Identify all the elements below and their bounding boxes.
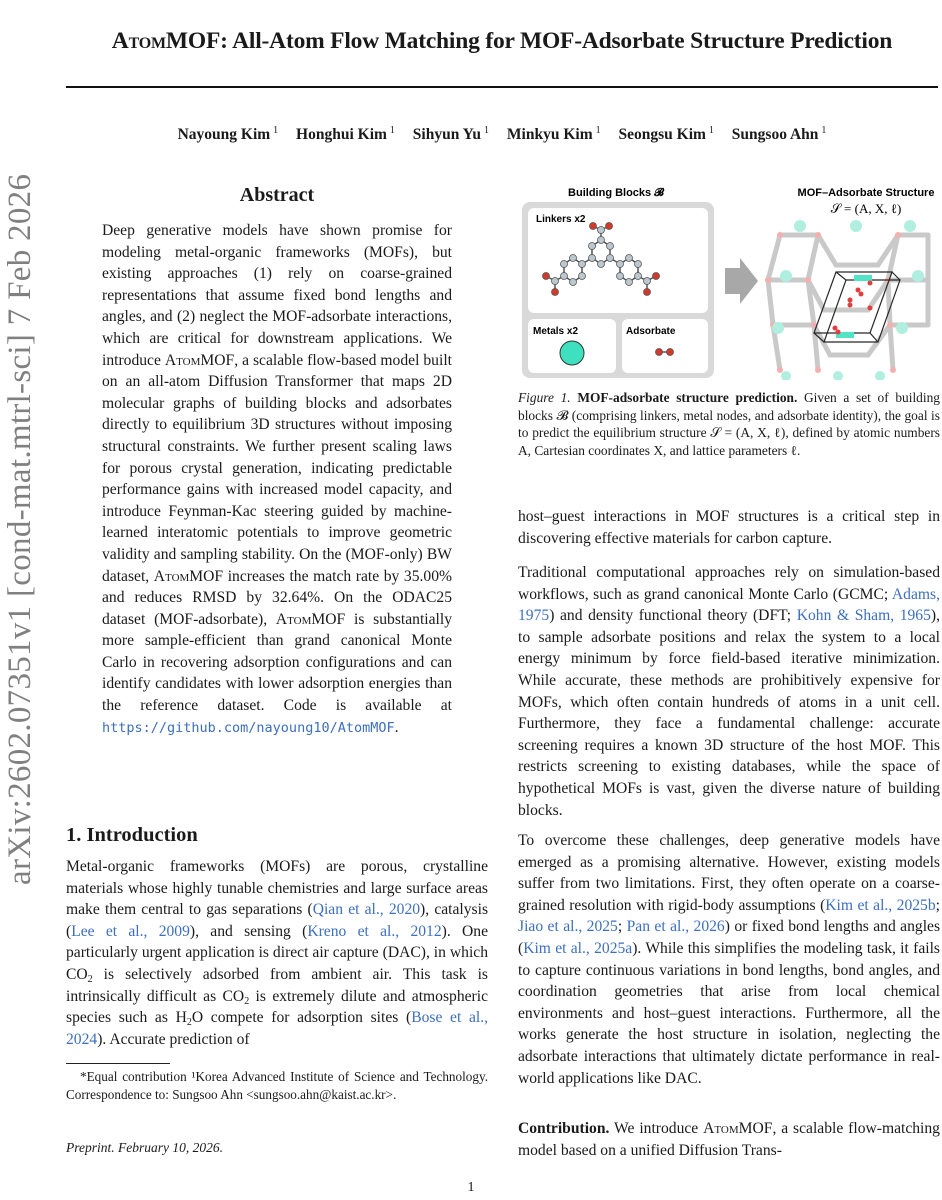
citation-link[interactable]: Kim et al., 2025b [825, 896, 936, 914]
citation-link[interactable]: Kohn & Sham, 1965 [796, 607, 931, 625]
title-rule [66, 86, 938, 88]
svg-text:MOF–Adsorbate Structure: MOF–Adsorbate Structure [797, 187, 935, 199]
svg-text:Adsorbate: Adsorbate [626, 326, 676, 337]
title-model-name: AtomMOF [111, 28, 221, 54]
author: Seongsu Kim $^1$ [618, 125, 714, 144]
paragraph: To overcome these challenges, deep generative models have emerged as a promising alternative. However, existing models suffer from two limitations. First, they often operate on a coarse-grained resolution with rigid-body assumptions (Kim et al., 2025b; Jiao et al., 2025; Pan et al., 2026) or fixed bond lengths and angles (Kim et al., 2025a). While this simplifies the modeling task, it fails to capture continuous variations in bond lengths, bond angles, and coordination geometries that arise from local chemical environments and host–guest interactions. Furthermore, all the works generate the host structure in isolation, neglecting the adsorbate interactions that ultimately dictate performance in real-world applications like DAC. [518, 832, 941, 1087]
svg-text:𝒮 = (A, X, ℓ): 𝒮 = (A, X, ℓ) [830, 201, 902, 216]
citation-link[interactable]: Pan et al., 2026 [626, 918, 725, 936]
code-link[interactable]: https://github.com/nayoung10/AtomMOF [102, 719, 395, 736]
paragraph: Traditional computational approaches rely on simulation-based workflows, such as grand canonical Monte Carlo (GCMC; Adams, 1975) and density functional theory (DFT; Kohn & Sham, 1965), to sample adsorbate positions and relax the system to a local energy minimum by force field-based iterative minimization. While accurate, these methods are prohibitively expensive for MOFs, which often contain hundreds of atoms in a unit cell. Furthermore, they face a fundamental challenge: accurate screening requires a known 3D structure of the host MOF. This restricts screening to existing databases, while the space of hypothetical MOFs is vast, given the diverse nature of building blocks. [518, 564, 940, 819]
figure-1 [518, 180, 938, 380]
author-list [66, 125, 938, 144]
section-heading-introduction: 1. Introduction [66, 824, 198, 846]
paper-title [66, 28, 938, 55]
arrow-right-icon [725, 258, 758, 304]
author: Nayoung Kim $^1$ [177, 125, 279, 144]
figure-1-caption: Figure 1. MOF-adsorbate structure prediction. Given a set of building blocks 𝓑 (comprising linkers, metal nodes, and adsorbate identity), the goal is to predict the equilibrium structure 𝒮 = (A, X, ℓ), defined by atomic numbers A, Cartesian coordinates X, and lattice parameters ℓ. [518, 390, 940, 458]
abstract-heading: Abstract [239, 184, 315, 206]
citation-link[interactable]: Jiao et al., 2025 [518, 918, 618, 936]
author: Sungsoo Ahn $^1$ [731, 125, 827, 144]
citation-link[interactable]: Adams, 1975 [518, 585, 940, 625]
footnote-rule [66, 1063, 170, 1064]
author: Sihyun Yu $^1$ [412, 125, 490, 144]
page-number: 1 [467, 1180, 475, 1195]
author: Honghui Kim $^1$ [296, 125, 395, 144]
preprint-date: Preprint. February 10, 2026. [66, 1140, 223, 1155]
paragraph: host–guest interactions in MOF structures is a critical step in discovering effective materials for carbon capture. [518, 508, 940, 547]
citation-link[interactable]: Lee et al., 2009 [71, 922, 190, 940]
svg-text:Linkers x2: Linkers x2 [536, 214, 586, 225]
arxiv-stamp: arXiv:2602.07351v1 [cond-mat.mtrl-sci] 7 Feb 2026 [2, 173, 38, 885]
citation-link[interactable]: Kim et al., 2025a [523, 939, 633, 957]
metal-node-icon [560, 341, 584, 365]
title-text: : All-Atom Flow Matching for MOF-Adsorbate Structure Prediction [220, 28, 893, 54]
intro-paragraph: Metal-organic frameworks (MOFs) are porous, crystalline materials whose highly tunable chemistries and large surface areas make them central to gas separations (Qian et al., 2020), catalysis (Lee et al., 2009), and sensing (Kreno et al., 2012). One particularly urgent application is direct air capture (DAC), in which $CO_2$ is selectively adsorbed from ambient air. This task is intrinsically difficult as $CO_2$ is extremely dilute and atmospheric species such as $H_2O$ compete for adsorption sites (Bose et al., 2024). Accurate prediction of [66, 858, 489, 1048]
contribution-paragraph: Contribution. We introduce AtomMOF, a scalable flow-matching model based on a unified Diffusion Trans- [518, 1120, 940, 1159]
svg-text:Building Blocks 𝓑: Building Blocks 𝓑 [568, 187, 664, 199]
author: Minkyu Kim $^1$ [506, 125, 601, 144]
citation-link[interactable]: Qian et al., 2020 [312, 901, 421, 919]
footnote: *Equal contribution ¹Korea Advanced Institute of Science and Technology. Correspondence to: Sungsoo Ahn <sungsoo.ahn@kaist.ac.kr>. [66, 1069, 488, 1102]
citation-link[interactable]: Kreno et al., 2012 [307, 922, 442, 940]
abstract-body: Deep generative models have shown promise for modeling metal-organic frameworks (MOFs), but existing approaches (1) rely on coarse-grained representations that assume fixed bond lengths and angles, and (2) neglect the MOF-adsorbate interactions, which are critical for downstream applications. We introduce AtomMOF, a scalable flow-based model built on an all-atom Diffusion Transformer that maps 2D molecular graphs of building blocks and adsorbates directly to equilibrium 3D structures without imposing structural constraints. We further present scaling laws for porous crystal generation, indicating predictable performance gains with increased model capacity, and introduce Feynman-Kac steering guided by machine-learned interatomic potentials to improve geometric validity and sampling stability. On the (MOF-only) BW dataset, AtomMOF increases the match rate by 35.00% and reduces RMSD by 32.64%. On the ODAC25 dataset (MOF-adsorbate), AtomMOF is substantially more sample-efficient than grand canonical Monte Carlo in recovering adsorption configurations and can identify candidates with lower adsorption energies than the reference dataset. Code is available at https://github.com/nayoung10/AtomMOF. [102, 222, 452, 736]
figure-1-graphic [518, 180, 938, 380]
svg-text:Metals x2: Metals x2 [533, 326, 579, 337]
citation-link[interactable]: Bose et al., 2024 [66, 1009, 489, 1048]
mof-structure-graphic [765, 220, 928, 380]
